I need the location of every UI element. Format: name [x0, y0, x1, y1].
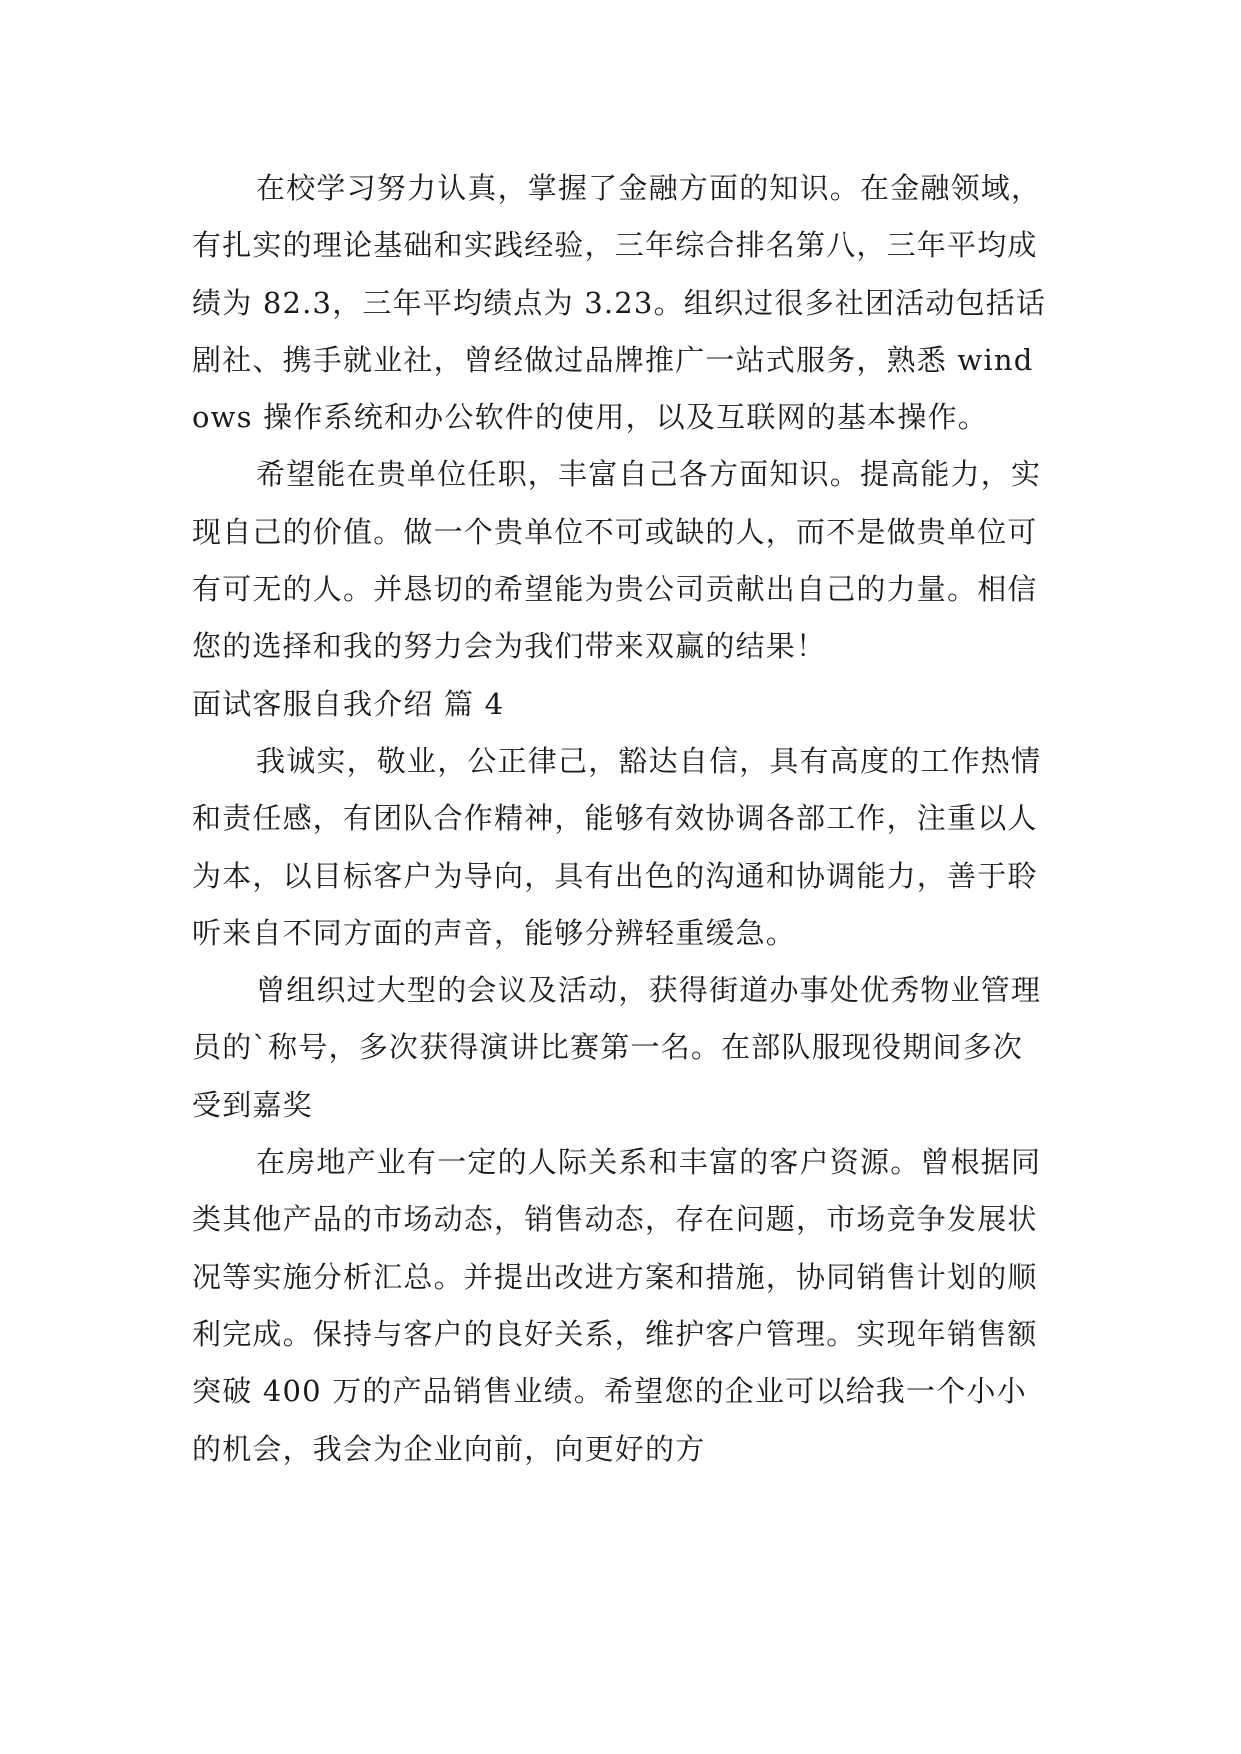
paragraph-career-hope: 希望能在贵单位任职，丰富自己各方面知识。提高能力，实现自己的价值。做一个贵单位不可或缺的人，而不是做贵单位可有可无的人。并恳切的希望能为贵公司贡献出自己的力量。相信您的选择和我的努力会为我们带来双赢的结果！: [192, 457, 1042, 664]
paragraph-achievements: 曾组织过大型的会议及活动，获得街道办事处优秀物业管理员的`称号，多次获得演讲比赛第一名。在部队服现役期间多次受到嘉奖: [192, 973, 1042, 1122]
paragraph-sales-experience: 在房地产业有一定的人际关系和丰富的客户资源。曾根据同类其他产品的市场动态，销售动态，存在问题，市场竞争发展状况等实施分析汇总。并提出改进方案和措施，协同销售计划的顺利完成。保持与客户的良好关系，维护客户管理。实现年销售额突破 400 万的产品销售业绩。希望您的企业可以给我一个小小的机会，我会为企业向前，向更好的方: [192, 1145, 1042, 1466]
paragraph-personal-qualities: 我诚实，敬业，公正律己，豁达自信，具有高度的工作热情和责任感，有团队合作精神，能够有效协调各部工作，注重以人为本，以目标客户为导向，具有出色的沟通和协调能力，善于聆听来自不同方面的声音，能够分辨轻重缓急。: [192, 743, 1042, 950]
document-body: [192, 160, 1052, 1478]
section-heading: 面试客服自我介绍 篇 4: [192, 686, 505, 721]
paragraph-academic-summary: 在校学习努力认真，掌握了金融方面的知识。在金融领域，有扎实的理论基础和实践经验，三年综合排名第八，三年平均成绩为 82.3，三年平均绩点为 3.23。组织过很多社团活动包括话剧社、携手就业社，曾经做过品牌推广一站式服务，熟悉 windows 操作系统和办公软件的使用，以及互联网的基本操作。: [192, 171, 1047, 435]
